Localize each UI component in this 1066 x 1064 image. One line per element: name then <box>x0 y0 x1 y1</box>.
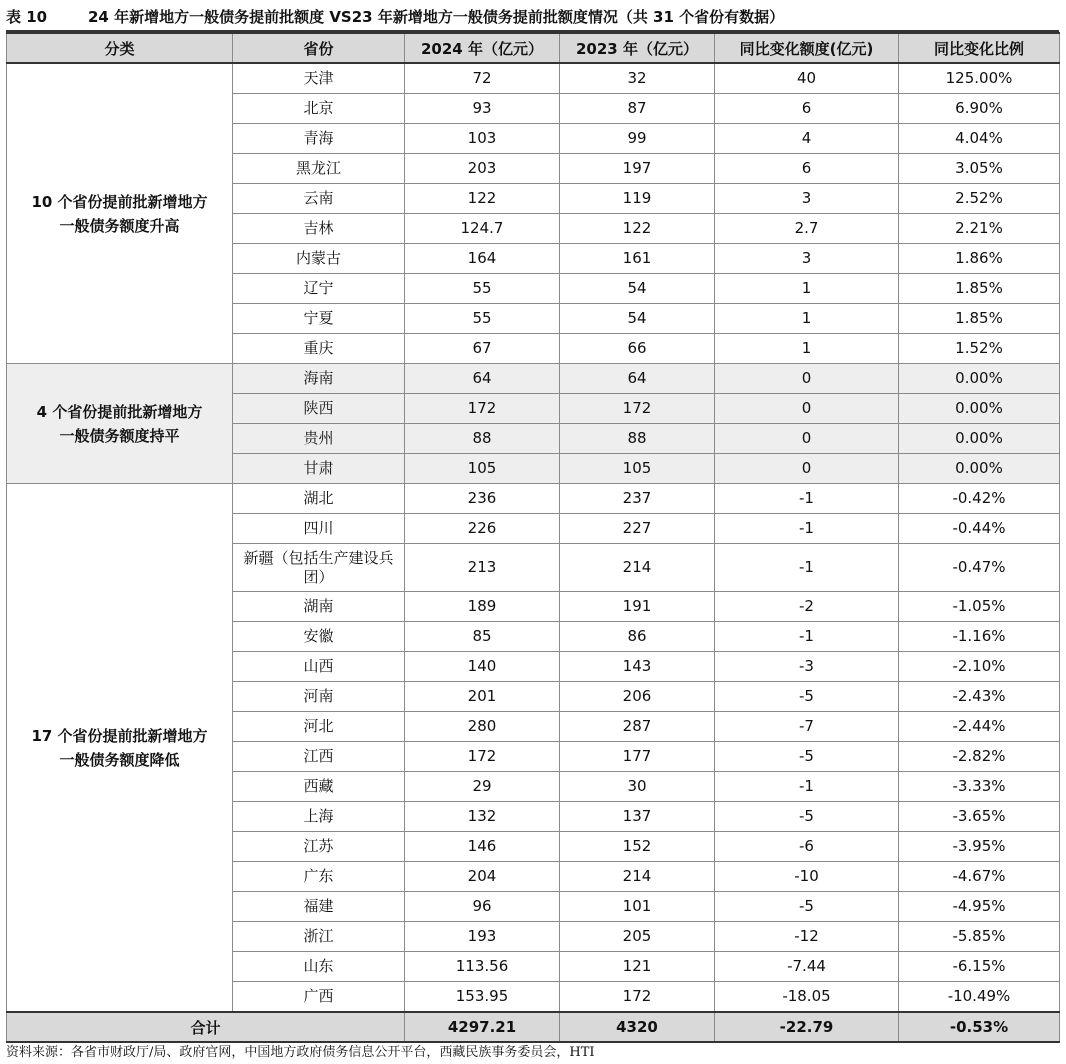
value-2023-cell: 161 <box>560 244 715 274</box>
value-2023-cell: 99 <box>560 124 715 154</box>
value-2024-cell: 189 <box>405 592 560 622</box>
province-cell: 浙江 <box>233 922 405 952</box>
header-province: 省份 <box>233 33 405 63</box>
value-2023-cell: 122 <box>560 214 715 244</box>
value-2023-cell: 287 <box>560 712 715 742</box>
value-2024-cell: 203 <box>405 154 560 184</box>
province-cell: 湖南 <box>233 592 405 622</box>
province-cell: 黑龙江 <box>233 154 405 184</box>
value-2023-cell: 121 <box>560 952 715 982</box>
change-amount-cell: -7.44 <box>715 952 899 982</box>
table-row <box>7 364 1060 394</box>
change-amount-cell: 1 <box>715 274 899 304</box>
province-cell: 广西 <box>233 982 405 1013</box>
table-title: 24 年新增地方一般债务提前批额度 VS23 年新增地方一般债务提前批额度情况（共 31 个省份有数据） <box>88 8 785 26</box>
value-2024-cell: 132 <box>405 802 560 832</box>
province-cell: 辽宁 <box>233 274 405 304</box>
value-2024-cell: 64 <box>405 364 560 394</box>
change-ratio-cell: 2.52% <box>899 184 1060 214</box>
change-ratio-cell: -4.95% <box>899 892 1060 922</box>
total-2023: 4320 <box>560 1012 715 1042</box>
change-ratio-cell: -4.67% <box>899 862 1060 892</box>
change-amount-cell: 4 <box>715 124 899 154</box>
category-label: 17 个省份提前批新增地方 一般债务额度降低 <box>7 484 233 1013</box>
value-2023-cell: 172 <box>560 982 715 1013</box>
table-body <box>7 63 1060 1012</box>
change-ratio-cell: -0.47% <box>899 544 1060 592</box>
change-amount-cell: 40 <box>715 63 899 94</box>
province-cell: 贵州 <box>233 424 405 454</box>
change-ratio-cell: 2.21% <box>899 214 1060 244</box>
change-amount-cell: -1 <box>715 622 899 652</box>
table-row <box>7 63 1060 94</box>
change-ratio-cell: 0.00% <box>899 424 1060 454</box>
province-cell: 江苏 <box>233 832 405 862</box>
change-ratio-cell: -2.43% <box>899 682 1060 712</box>
debt-quota-table <box>6 32 1060 1043</box>
value-2024-cell: 103 <box>405 124 560 154</box>
province-cell: 海南 <box>233 364 405 394</box>
value-2023-cell: 88 <box>560 424 715 454</box>
change-amount-cell: -18.05 <box>715 982 899 1013</box>
total-label: 合计 <box>7 1012 405 1042</box>
value-2024-cell: 105 <box>405 454 560 484</box>
change-amount-cell: -7 <box>715 712 899 742</box>
province-cell: 陕西 <box>233 394 405 424</box>
change-amount-cell: -6 <box>715 832 899 862</box>
value-2024-cell: 172 <box>405 742 560 772</box>
province-cell: 江西 <box>233 742 405 772</box>
change-amount-cell: -2 <box>715 592 899 622</box>
value-2023-cell: 177 <box>560 742 715 772</box>
value-2024-cell: 204 <box>405 862 560 892</box>
value-2024-cell: 122 <box>405 184 560 214</box>
change-ratio-cell: 0.00% <box>899 454 1060 484</box>
value-2023-cell: 86 <box>560 622 715 652</box>
province-cell: 重庆 <box>233 334 405 364</box>
value-2023-cell: 101 <box>560 892 715 922</box>
change-amount-cell: -5 <box>715 802 899 832</box>
change-amount-cell: 0 <box>715 454 899 484</box>
change-ratio-cell: -2.82% <box>899 742 1060 772</box>
value-2023-cell: 205 <box>560 922 715 952</box>
change-ratio-cell: 1.86% <box>899 244 1060 274</box>
value-2023-cell: 66 <box>560 334 715 364</box>
value-2023-cell: 119 <box>560 184 715 214</box>
value-2024-cell: 236 <box>405 484 560 514</box>
change-amount-cell: -5 <box>715 682 899 712</box>
value-2023-cell: 172 <box>560 394 715 424</box>
change-ratio-cell: -3.65% <box>899 802 1060 832</box>
change-ratio-cell: 0.00% <box>899 364 1060 394</box>
header-change-ratio: 同比变化比例 <box>899 33 1060 63</box>
value-2023-cell: 32 <box>560 63 715 94</box>
change-ratio-cell: 1.85% <box>899 274 1060 304</box>
change-amount-cell: -5 <box>715 892 899 922</box>
value-2023-cell: 137 <box>560 802 715 832</box>
change-amount-cell: -1 <box>715 514 899 544</box>
change-amount-cell: -1 <box>715 484 899 514</box>
change-amount-cell: -1 <box>715 772 899 802</box>
province-cell: 山西 <box>233 652 405 682</box>
change-amount-cell: -10 <box>715 862 899 892</box>
total-2024: 4297.21 <box>405 1012 560 1042</box>
change-ratio-cell: 1.52% <box>899 334 1060 364</box>
change-amount-cell: 0 <box>715 424 899 454</box>
change-ratio-cell: -3.33% <box>899 772 1060 802</box>
header-2023: 2023 年（亿元） <box>560 33 715 63</box>
change-amount-cell: 0 <box>715 394 899 424</box>
province-cell: 云南 <box>233 184 405 214</box>
province-cell: 上海 <box>233 802 405 832</box>
province-cell: 河南 <box>233 682 405 712</box>
header-row <box>7 33 1060 63</box>
value-2024-cell: 29 <box>405 772 560 802</box>
total-row <box>7 1012 1060 1042</box>
change-ratio-cell: -10.49% <box>899 982 1060 1013</box>
total-change: -22.79 <box>715 1012 899 1042</box>
table-number: 表 10 <box>6 8 48 26</box>
change-ratio-cell: 125.00% <box>899 63 1060 94</box>
province-cell: 山东 <box>233 952 405 982</box>
change-amount-cell: 6 <box>715 154 899 184</box>
value-2023-cell: 64 <box>560 364 715 394</box>
change-ratio-cell: 3.05% <box>899 154 1060 184</box>
value-2023-cell: 197 <box>560 154 715 184</box>
value-2024-cell: 124.7 <box>405 214 560 244</box>
source-note: 资料来源：各省市财政厅/局、政府官网，中国地方政府债务信息公开平台，西藏民族事务委员会，HTI <box>6 1045 595 1060</box>
change-ratio-cell: -3.95% <box>899 832 1060 862</box>
header-category: 分类 <box>7 33 233 63</box>
value-2023-cell: 54 <box>560 304 715 334</box>
value-2023-cell: 54 <box>560 274 715 304</box>
value-2023-cell: 214 <box>560 862 715 892</box>
header-2024: 2024 年（亿元） <box>405 33 560 63</box>
change-amount-cell: 1 <box>715 304 899 334</box>
value-2024-cell: 140 <box>405 652 560 682</box>
value-2024-cell: 67 <box>405 334 560 364</box>
change-ratio-cell: 0.00% <box>899 394 1060 424</box>
value-2024-cell: 88 <box>405 424 560 454</box>
value-2024-cell: 93 <box>405 94 560 124</box>
value-2023-cell: 30 <box>560 772 715 802</box>
change-ratio-cell: -6.15% <box>899 952 1060 982</box>
change-amount-cell: -1 <box>715 544 899 592</box>
change-amount-cell: 0 <box>715 364 899 394</box>
value-2024-cell: 226 <box>405 514 560 544</box>
value-2023-cell: 143 <box>560 652 715 682</box>
province-cell: 天津 <box>233 63 405 94</box>
change-ratio-cell: 1.85% <box>899 304 1060 334</box>
change-ratio-cell: -5.85% <box>899 922 1060 952</box>
table-row <box>7 484 1060 514</box>
value-2024-cell: 146 <box>405 832 560 862</box>
value-2023-cell: 227 <box>560 514 715 544</box>
total-ratio: -0.53% <box>899 1012 1060 1042</box>
value-2023-cell: 206 <box>560 682 715 712</box>
value-2024-cell: 72 <box>405 63 560 94</box>
province-cell: 内蒙古 <box>233 244 405 274</box>
change-amount-cell: -5 <box>715 742 899 772</box>
value-2024-cell: 164 <box>405 244 560 274</box>
value-2024-cell: 96 <box>405 892 560 922</box>
change-ratio-cell: -1.05% <box>899 592 1060 622</box>
value-2024-cell: 85 <box>405 622 560 652</box>
value-2024-cell: 113.56 <box>405 952 560 982</box>
header-change-amount: 同比变化额度(亿元) <box>715 33 899 63</box>
table-caption <box>6 5 784 29</box>
value-2024-cell: 213 <box>405 544 560 592</box>
change-amount-cell: -3 <box>715 652 899 682</box>
value-2024-cell: 55 <box>405 274 560 304</box>
province-cell: 河北 <box>233 712 405 742</box>
category-label: 10 个省份提前批新增地方 一般债务额度升高 <box>7 63 233 364</box>
change-amount-cell: -12 <box>715 922 899 952</box>
province-cell: 北京 <box>233 94 405 124</box>
value-2024-cell: 153.95 <box>405 982 560 1013</box>
value-2024-cell: 201 <box>405 682 560 712</box>
category-label: 4 个省份提前批新增地方 一般债务额度持平 <box>7 364 233 484</box>
province-cell: 新疆（包括生产建设兵团） <box>233 544 405 592</box>
change-amount-cell: 6 <box>715 94 899 124</box>
province-cell: 广东 <box>233 862 405 892</box>
province-cell: 青海 <box>233 124 405 154</box>
change-ratio-cell: 6.90% <box>899 94 1060 124</box>
value-2024-cell: 193 <box>405 922 560 952</box>
province-cell: 西藏 <box>233 772 405 802</box>
value-2023-cell: 214 <box>560 544 715 592</box>
province-cell: 甘肃 <box>233 454 405 484</box>
value-2023-cell: 87 <box>560 94 715 124</box>
province-cell: 四川 <box>233 514 405 544</box>
change-amount-cell: 3 <box>715 184 899 214</box>
province-cell: 宁夏 <box>233 304 405 334</box>
province-cell: 吉林 <box>233 214 405 244</box>
value-2023-cell: 237 <box>560 484 715 514</box>
value-2023-cell: 191 <box>560 592 715 622</box>
change-ratio-cell: 4.04% <box>899 124 1060 154</box>
value-2024-cell: 55 <box>405 304 560 334</box>
province-cell: 安徽 <box>233 622 405 652</box>
value-2024-cell: 280 <box>405 712 560 742</box>
value-2023-cell: 105 <box>560 454 715 484</box>
change-amount-cell: 1 <box>715 334 899 364</box>
value-2023-cell: 152 <box>560 832 715 862</box>
change-ratio-cell: -0.42% <box>899 484 1060 514</box>
change-ratio-cell: -1.16% <box>899 622 1060 652</box>
change-amount-cell: 3 <box>715 244 899 274</box>
province-cell: 福建 <box>233 892 405 922</box>
change-ratio-cell: -0.44% <box>899 514 1060 544</box>
change-amount-cell: 2.7 <box>715 214 899 244</box>
province-cell: 湖北 <box>233 484 405 514</box>
change-ratio-cell: -2.44% <box>899 712 1060 742</box>
change-ratio-cell: -2.10% <box>899 652 1060 682</box>
value-2024-cell: 172 <box>405 394 560 424</box>
